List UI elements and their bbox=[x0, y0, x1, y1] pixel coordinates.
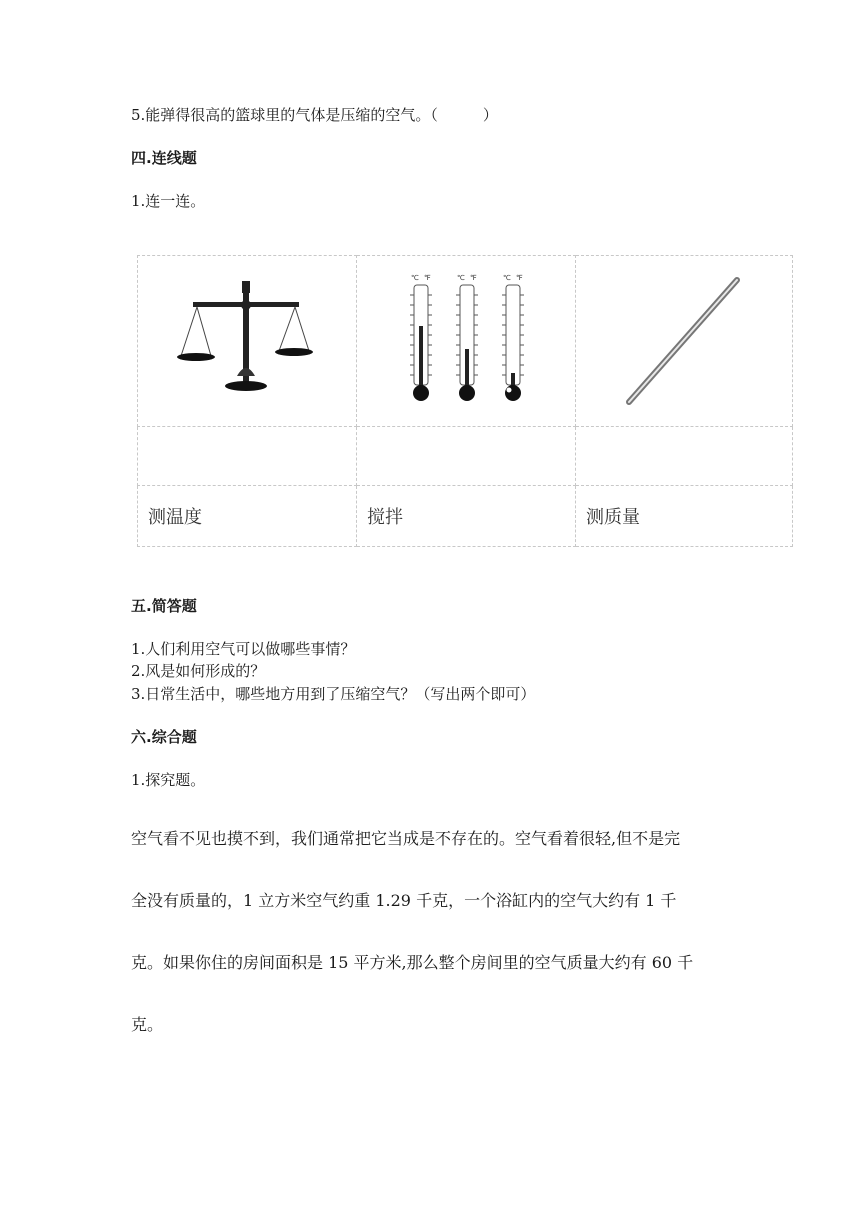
cell-balance bbox=[138, 256, 357, 427]
matching-table bbox=[137, 255, 793, 547]
label-cell-1: 测温度 bbox=[138, 486, 357, 547]
section-5-heading: 五.简答题 bbox=[131, 597, 197, 615]
thermometer-1 bbox=[410, 274, 432, 401]
svg-text:℉: ℉ bbox=[424, 274, 431, 282]
question-5-text: 5.能弹得很高的篮球里的气体是压缩的空气。（ ） bbox=[131, 106, 498, 124]
section-6-heading: 六.综合题 bbox=[131, 728, 197, 746]
section-4-q1: 1.连一连。 bbox=[131, 192, 206, 210]
blank-cell bbox=[576, 427, 793, 486]
thermometer-3 bbox=[502, 274, 524, 401]
cell-thermometers bbox=[357, 256, 576, 427]
section-5-q2: 2.风是如何形成的？ bbox=[131, 662, 266, 680]
paragraph-line-3: 克。如果你住的房间面积是 15 平方米,那么整个房间里的空气质量大约有 60 千 bbox=[131, 953, 694, 972]
section-5-q3: 3.日常生活中，哪些地方用到了压缩空气？（写出两个即可） bbox=[131, 685, 536, 703]
svg-text:℉: ℉ bbox=[516, 274, 523, 282]
paragraph-line-4: 克。 bbox=[131, 1015, 164, 1034]
section-4-heading: 四.连线题 bbox=[131, 149, 197, 167]
svg-text:℃: ℃ bbox=[411, 274, 419, 282]
label-cell-2: 搅拌 bbox=[357, 486, 576, 547]
blank-cell bbox=[138, 427, 357, 486]
label-cell-3: 测质量 bbox=[576, 486, 793, 547]
svg-text:℉: ℉ bbox=[470, 274, 477, 282]
thermometers-icon bbox=[396, 271, 536, 411]
glass-rod-icon bbox=[619, 274, 749, 409]
thermometer-2 bbox=[456, 274, 478, 401]
svg-text:℃: ℃ bbox=[503, 274, 511, 282]
svg-text:℃: ℃ bbox=[457, 274, 465, 282]
cell-glass-rod bbox=[576, 256, 793, 427]
balance-scale-icon bbox=[177, 276, 317, 406]
paragraph-line-2: 全没有质量的，1 立方米空气约重 1.29 千克，一个浴缸内的空气大约有 1 千 bbox=[131, 891, 677, 910]
section-6-q1: 1.探究题。 bbox=[131, 771, 206, 789]
blank-cell bbox=[357, 427, 576, 486]
section-5-q1: 1.人们利用空气可以做哪些事情？ bbox=[131, 640, 356, 658]
paragraph-line-1: 空气看不见也摸不到，我们通常把它当成是不存在的。空气看着很轻,但不是完 bbox=[131, 829, 681, 848]
